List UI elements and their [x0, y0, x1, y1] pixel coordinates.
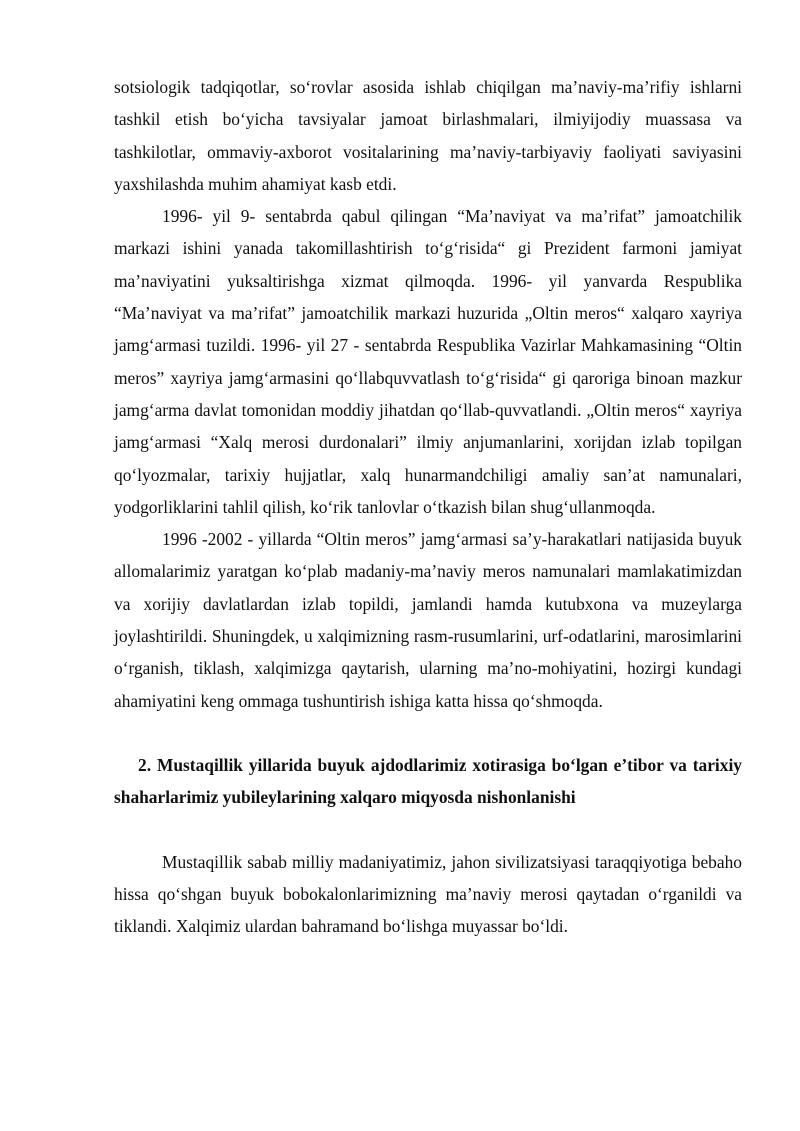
section-heading: 2. Mustaqillik yillarida buyuk ajdodlarimiz xotirasiga bo‘lgan e’tibor va tarixiy shaharlarimiz yubileylarining xalqaro miqyosda nishonlanishi — [114, 754, 742, 808]
paragraph-independence: Mustaqillik sabab milliy madaniyatimiz, jahon sivilizatsiyasi taraqqiyotiga bebaho hissa qo‘shgan buyuk bobokalonlarimizning ma’naviy merosi qaytadan o‘rganildi va tiklandi. Xalqimiz ulardan bahramand bo‘lishga muyassar bo‘ldi. — [114, 851, 742, 937]
document-page — [114, 71, 742, 942]
paragraph-oltin-meros-foundation: 1996- yil 9- sentabrda qabul qilingan “Ma’naviyat va ma’rifat” jamoatchilik markazi ishini yanada takomillashtirish to‘g‘risida“ gi Prezident farmoni jamiyat ma’naviyatini yuksaltirishga xizmat qilmoqda. 1996- yil yanvarda Respublika “Ma’naviyat va ma’rifat” jamoatchilik markazi huzurida „Oltin meros“ xalqaro xayriya jamg‘armasi tuzildi. 1996- yil 27 - sentabrda Respublika Vazirlar Mahkamasining “Oltin meros” xayriya jamg‘armasini qo‘llabquvvatlash to‘g‘risida“ gi qaroriga binoan mazkur jamg‘arma davlat tomonidan moddiy jihatdan qo‘llab-quvvatlandi. „Oltin meros“ xayriya jamg‘armasi “Xalq merosi durdonalari” ilmiy anjumanlarini, xorijdan izlab topilgan qo‘lyozmalar, tarixiy hujjatlar, xalq hunarmandchiligi amaliy san’at namunalari, yodgorliklarini tahlil qilish, ko‘rik tanlovlar o‘tkazish bilan shug‘ullanmoqda. — [114, 206, 742, 517]
paragraph-oltin-meros-results: 1996 -2002 - yillarda “Oltin meros” jamg‘armasi sa’y-harakatlari natijasida buyuk allomalarimiz yaratgan ko‘plab madaniy-ma’naviy meros namunalari mamlakatimizdan va xorijiy davlatlardan izlab topildi, jamlandi hamda kutubxona va muzeylarga joylashtirildi. Shuningdek, u xalqimizning rasm-rusumlarini, urf-odatlarini, marosimlarini o‘rganish, tiklash, xalqimizga qaytarish, ularning ma’no-mohiyatini, hozirgi kundagi ahamiyatini keng ommaga tushuntirish ishiga katta hissa qo‘shmoqda. — [114, 529, 742, 711]
paragraph-continued: sotsiologik tadqiqotlar, so‘rovlar asosida ishlab chiqilgan ma’naviy-ma’rifiy ishlarni tashkil etish bo‘yicha tavsiyalar jamoat birlashmalari, ilmiyijodiy muassasa va tashkilotlar, ommaviy-axborot vositalarining ma’naviy-tarbiyaviy faoliyati saviyasini yaxshilashda muhim ahamiyat kasb etdi. — [114, 77, 742, 194]
